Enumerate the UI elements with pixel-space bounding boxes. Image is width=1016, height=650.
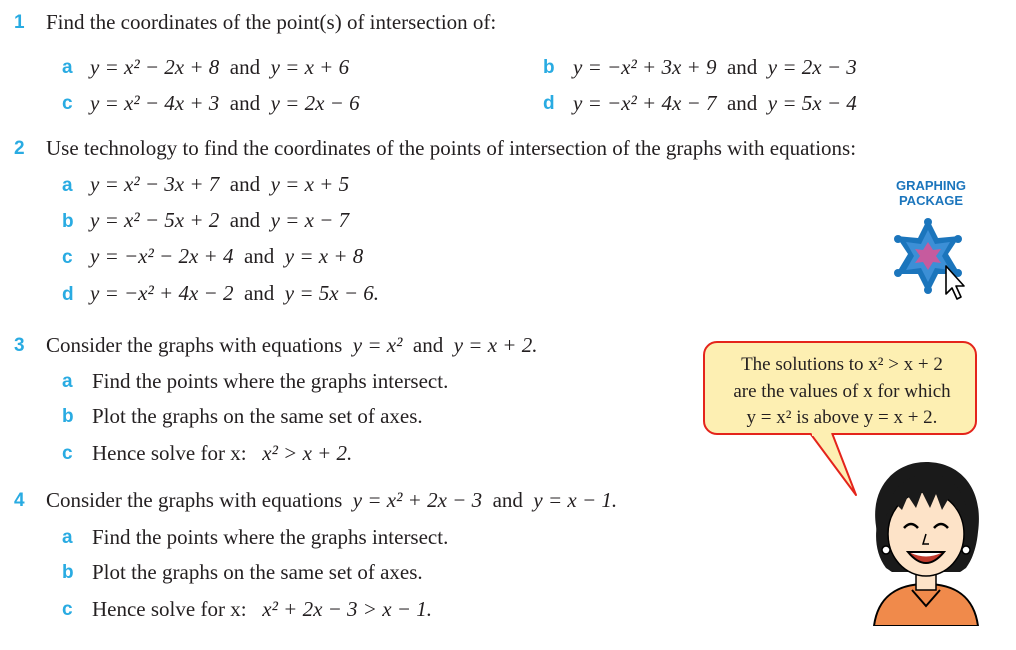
question-number: 1	[14, 12, 25, 33]
equation: y = x²	[352, 333, 403, 357]
question-3-intro	[46, 333, 537, 358]
equation: y = x + 5	[270, 172, 350, 196]
bubble-line: The solutions to x² > x + 2	[741, 354, 943, 375]
q2d-equations	[90, 281, 379, 306]
badge-line: PACKAGE	[898, 193, 964, 208]
part-label: c	[62, 247, 73, 268]
part-label: a	[62, 371, 73, 392]
question-number: 4	[14, 490, 25, 511]
question-number: 3	[14, 335, 25, 356]
q1b-equations	[573, 55, 857, 80]
inequality: x² + 2x − 3 > x − 1.	[262, 597, 432, 621]
speech-bubble	[703, 341, 977, 435]
question-number: 2	[14, 138, 25, 159]
equation: y = x + 6	[270, 55, 350, 79]
equation: y = x² + 2x − 3	[352, 488, 483, 512]
q2a-equations	[90, 172, 349, 197]
graphing-package-icon[interactable]	[886, 214, 976, 304]
q1c-equations	[90, 91, 360, 116]
equation: y = 2x − 3	[767, 55, 857, 79]
and-word: and	[243, 244, 275, 268]
question-4-intro	[46, 488, 617, 513]
part-label: b	[543, 57, 555, 78]
inequality: x² > x + 2.	[262, 441, 353, 465]
equation: y = 5x − 6.	[284, 281, 380, 305]
part-label: d	[543, 93, 555, 114]
equation: y = x − 7	[270, 208, 350, 232]
part-label: c	[62, 443, 73, 464]
cartoon-girl-illustration	[856, 456, 996, 626]
solve-text: Hence solve for x:	[92, 441, 247, 465]
part-label: b	[62, 406, 74, 427]
part-label: d	[62, 284, 74, 305]
equation: y = x − 1.	[533, 488, 618, 512]
equation: y = x + 8	[284, 244, 364, 268]
question-1-intro: Find the coordinates of the point(s) of intersection of:	[46, 10, 497, 34]
q2b-equations	[90, 208, 349, 233]
equation: y = −x² + 4x − 2	[90, 281, 234, 305]
part-label: b	[62, 211, 74, 232]
and-word: and	[229, 55, 261, 79]
part-text	[92, 597, 432, 622]
part-text: Find the points where the graphs intersect.	[92, 369, 449, 393]
equation: y = 5x − 4	[767, 91, 857, 115]
badge-line: GRAPHING	[895, 178, 967, 193]
part-label: a	[62, 175, 73, 196]
equation: y = x² − 4x + 3	[90, 91, 220, 115]
part-label: c	[62, 599, 73, 620]
and-word: and	[726, 91, 758, 115]
equation: y = x² − 3x + 7	[90, 172, 220, 196]
equation: y = 2x − 6	[270, 91, 360, 115]
intro-text: Consider the graphs with equations	[46, 333, 343, 357]
graphing-package-link[interactable]	[892, 178, 970, 208]
and-word: and	[229, 91, 261, 115]
and-word: and	[229, 208, 261, 232]
solve-text: Hence solve for x:	[92, 597, 247, 621]
equation: y = x + 2.	[453, 333, 538, 357]
intro-text: Consider the graphs with equations	[46, 488, 343, 512]
equation: y = −x² − 2x + 4	[90, 244, 234, 268]
q1d-equations	[573, 91, 857, 116]
part-text: Plot the graphs on the same set of axes.	[92, 560, 423, 584]
bubble-line: y = x² is above y = x + 2.	[746, 407, 938, 428]
equation: y = −x² + 4x − 7	[573, 91, 717, 115]
q1a-equations	[90, 55, 349, 80]
part-text: Find the points where the graphs intersect.	[92, 525, 449, 549]
and-word: and	[726, 55, 758, 79]
part-label: b	[62, 562, 74, 583]
and-word: and	[492, 488, 523, 512]
part-label: a	[62, 57, 73, 78]
q2c-equations	[90, 244, 363, 269]
equation: y = −x² + 3x + 9	[573, 55, 717, 79]
equation: y = x² − 2x + 8	[90, 55, 220, 79]
question-2-intro: Use technology to find the coordinates of the points of intersection of the graphs with equations:	[46, 136, 857, 160]
equation: y = x² − 5x + 2	[90, 208, 220, 232]
part-label: c	[62, 93, 73, 114]
part-text: Plot the graphs on the same set of axes.	[92, 404, 423, 428]
and-word: and	[412, 333, 444, 357]
part-text	[92, 441, 352, 466]
and-word: and	[229, 172, 261, 196]
bubble-line: are the values of x for which	[733, 381, 951, 402]
part-label: a	[62, 527, 73, 548]
and-word: and	[243, 281, 275, 305]
